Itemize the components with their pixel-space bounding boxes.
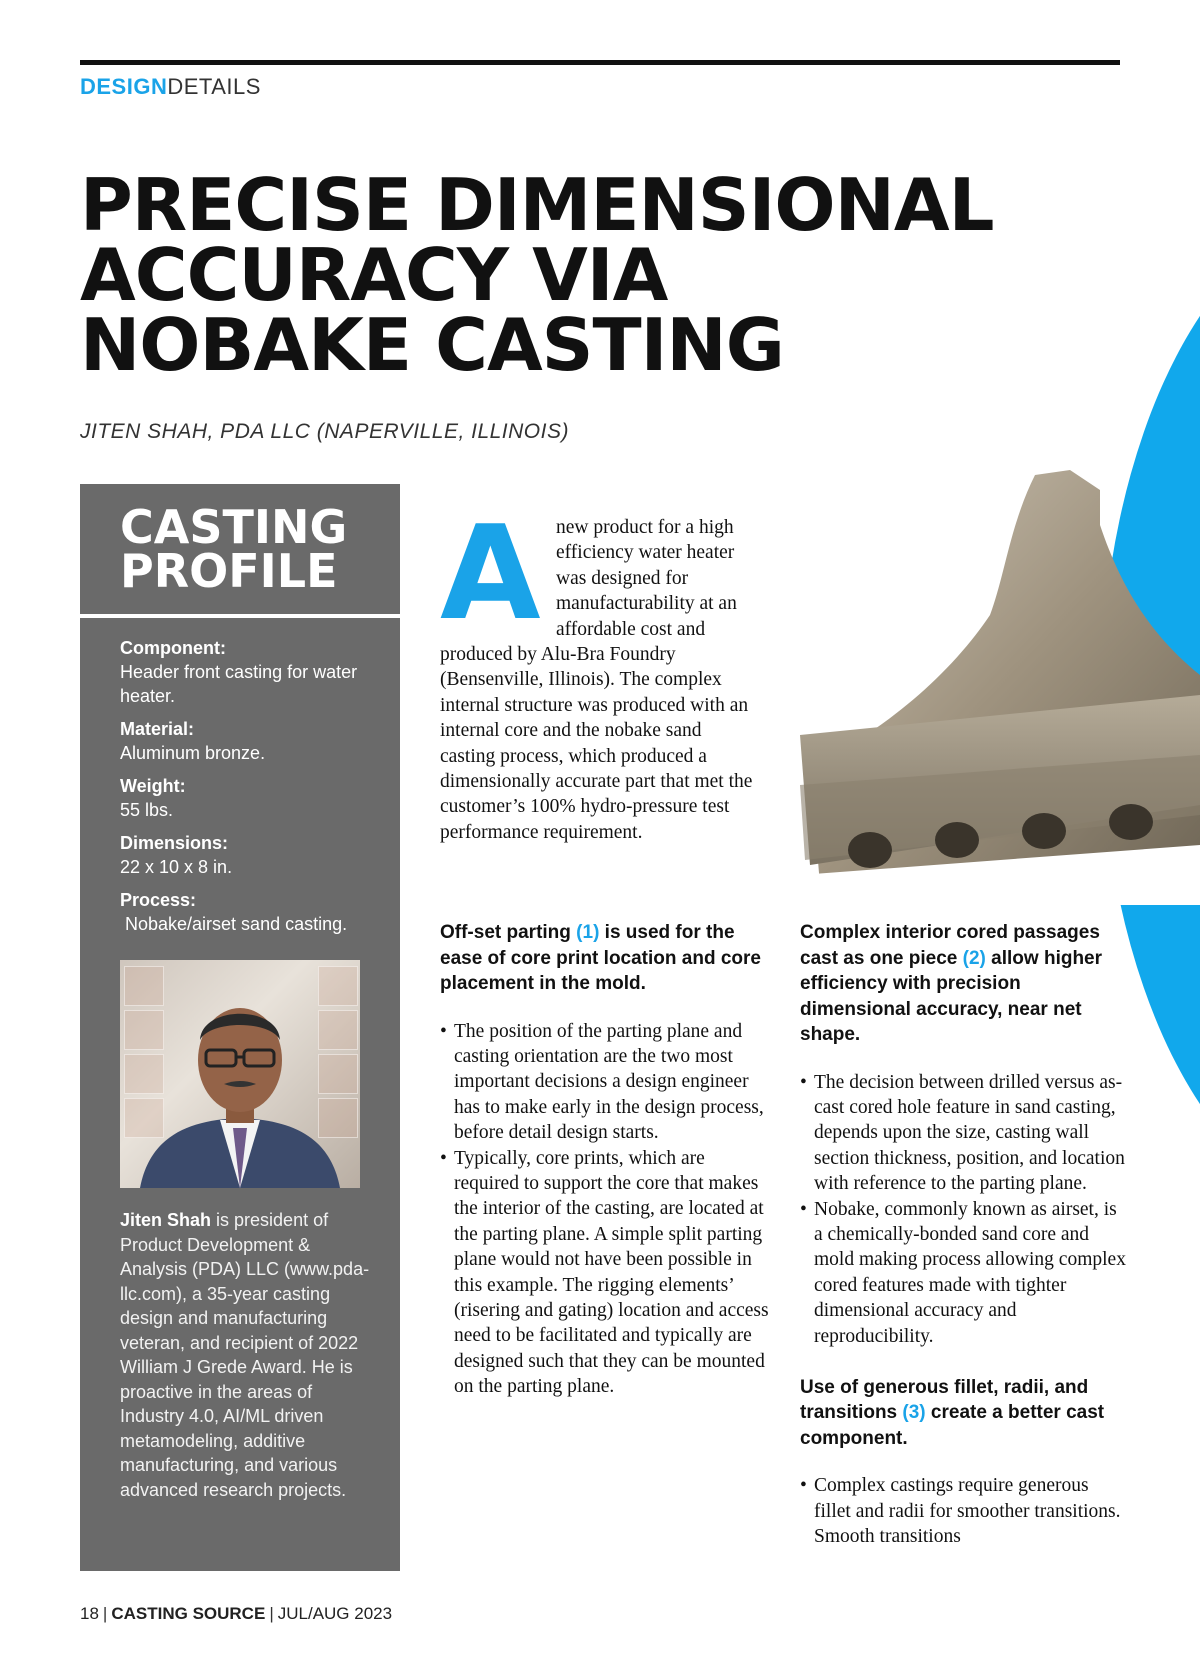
bullet-list bbox=[440, 1019, 770, 1400]
profile-title-line: PROFILE bbox=[120, 544, 338, 598]
section-label-bold: DESIGN bbox=[80, 74, 168, 99]
spec-label: Process: bbox=[120, 890, 197, 910]
column-middle bbox=[440, 920, 770, 1400]
spec-list bbox=[120, 636, 390, 945]
author-bio bbox=[120, 1208, 380, 1502]
subhead-text: Use of generous fillet, radii, and transitions bbox=[800, 1376, 1089, 1424]
spec-label: Component: bbox=[120, 638, 226, 658]
page-number: 18 bbox=[80, 1604, 99, 1623]
column-right bbox=[800, 920, 1130, 1550]
section-label bbox=[80, 74, 261, 100]
bullet-item: • The position of the parting plane and casting orientation are the two most important decisions a design engineer has to make early in the design process, before detail design starts. bbox=[440, 1019, 770, 1146]
bullet-list bbox=[800, 1070, 1130, 1349]
title-line: NOBAKE CASTING bbox=[80, 303, 784, 387]
spec-weight bbox=[120, 774, 390, 822]
spec-label: Dimensions: bbox=[120, 833, 229, 853]
bullet-item: • Complex castings require generous fillet and radii for smoother transitions. Smooth transitions bbox=[800, 1473, 1130, 1549]
bullet-list bbox=[800, 1473, 1130, 1549]
section-label-plain: DETAILS bbox=[167, 74, 261, 99]
spec-material bbox=[120, 717, 390, 765]
spec-label: Weight: bbox=[120, 776, 186, 796]
spec-value: Header front casting for water heater. bbox=[120, 662, 358, 706]
figure-ref-3: (3) bbox=[902, 1402, 926, 1424]
magazine-name: CASTING SOURCE bbox=[111, 1604, 266, 1623]
article-title bbox=[80, 163, 994, 387]
author-photo bbox=[120, 960, 360, 1188]
spec-value: Aluminum bronze. bbox=[120, 743, 266, 763]
intro-paragraph bbox=[440, 497, 760, 845]
casting-product-image bbox=[800, 465, 1200, 905]
title-line: PRECISE DIMENSIONAL bbox=[80, 163, 994, 247]
title-line: ACCURACY VIA bbox=[80, 233, 668, 317]
profile-title-line: CASTING bbox=[120, 500, 348, 554]
figure-ref-1: (1) bbox=[576, 922, 600, 943]
subhead-fillet-radii bbox=[800, 1375, 1130, 1452]
bullet-item: • Typically, core prints, which are required to support the core that makes the interior of the casting, are located at the parting plane. A simple split parting plane would not have been possible in this example. The rigging elements’ (risering and gating) location and access need to be facilitated and typically are designed such that they can be mounted on the parting plane. bbox=[440, 1146, 770, 1400]
byline: JITEN SHAH, PDA LLC (NAPERVILLE, ILLINOIS) bbox=[80, 420, 569, 443]
spec-value: Nobake/airset sand casting. bbox=[120, 914, 348, 934]
intro-text: new product for a high efficiency water heater was designed for manufacturability at an affordable cost and produced by Alu-Bra Foundry (Bensenville, Illinois). The complex internal structure was produced with an internal core and the nobake sand casting process, which produced a dimensionally accurate part that met the customer’s 100% hydro-pressure test performance requirement. bbox=[440, 517, 753, 843]
spec-process bbox=[120, 888, 390, 936]
spec-value: 22 x 10 x 8 in. bbox=[120, 857, 233, 877]
spec-component bbox=[120, 636, 390, 708]
subhead-text: Complex interior cored passages cast as one piece bbox=[800, 922, 1100, 969]
bullet-item: • Nobake, commonly known as airset, is a chemically-bonded sand core and mold making process allowing complex cored features made with tighter dimensional accuracy and reproducibility. bbox=[800, 1197, 1130, 1349]
subhead-text: allow higher efficiency with precision dimensional accuracy, near net shape. bbox=[800, 947, 1103, 1045]
page-footer: 18 | CASTING SOURCE | JUL/AUG 2023 bbox=[80, 1604, 393, 1623]
drop-cap: A bbox=[440, 497, 541, 649]
bullet-item: • The decision between drilled versus as-cast cored hole feature in sand casting, depends upon the size, casting wall section thickness, position, and location with reference to the parting plane. bbox=[800, 1070, 1130, 1197]
author-name: Jiten Shah bbox=[120, 1210, 212, 1230]
subhead-text: Off-set parting bbox=[440, 922, 577, 943]
subhead-cored-passages bbox=[800, 920, 1130, 1048]
spec-value: 55 lbs. bbox=[120, 800, 174, 820]
top-rule bbox=[80, 60, 1120, 65]
issue-date: JUL/AUG 2023 bbox=[277, 1604, 393, 1623]
casting-profile-panel bbox=[80, 618, 400, 1571]
spec-dimensions bbox=[120, 831, 390, 879]
spec-label: Material: bbox=[120, 719, 195, 739]
subhead-text: create a better cast component. bbox=[800, 1402, 1105, 1449]
figure-ref-2: (2) bbox=[962, 947, 986, 969]
casting-profile-header bbox=[80, 484, 400, 614]
subhead-text: is used for the ease of core print location and core placement in the mold. bbox=[440, 922, 761, 994]
author-bio-text: is president of Product Development & Analysis (PDA) LLC (www.pda-llc.com), a 35-year casting design and manufacturing veteran, and recipient of 2022 William J Grede Award. He is proactive in the areas of Industry 4.0, AI/ML driven metamodeling, additive manufacturing, and various advanced research projects. bbox=[120, 1210, 370, 1500]
subhead-offset-parting bbox=[440, 920, 770, 997]
